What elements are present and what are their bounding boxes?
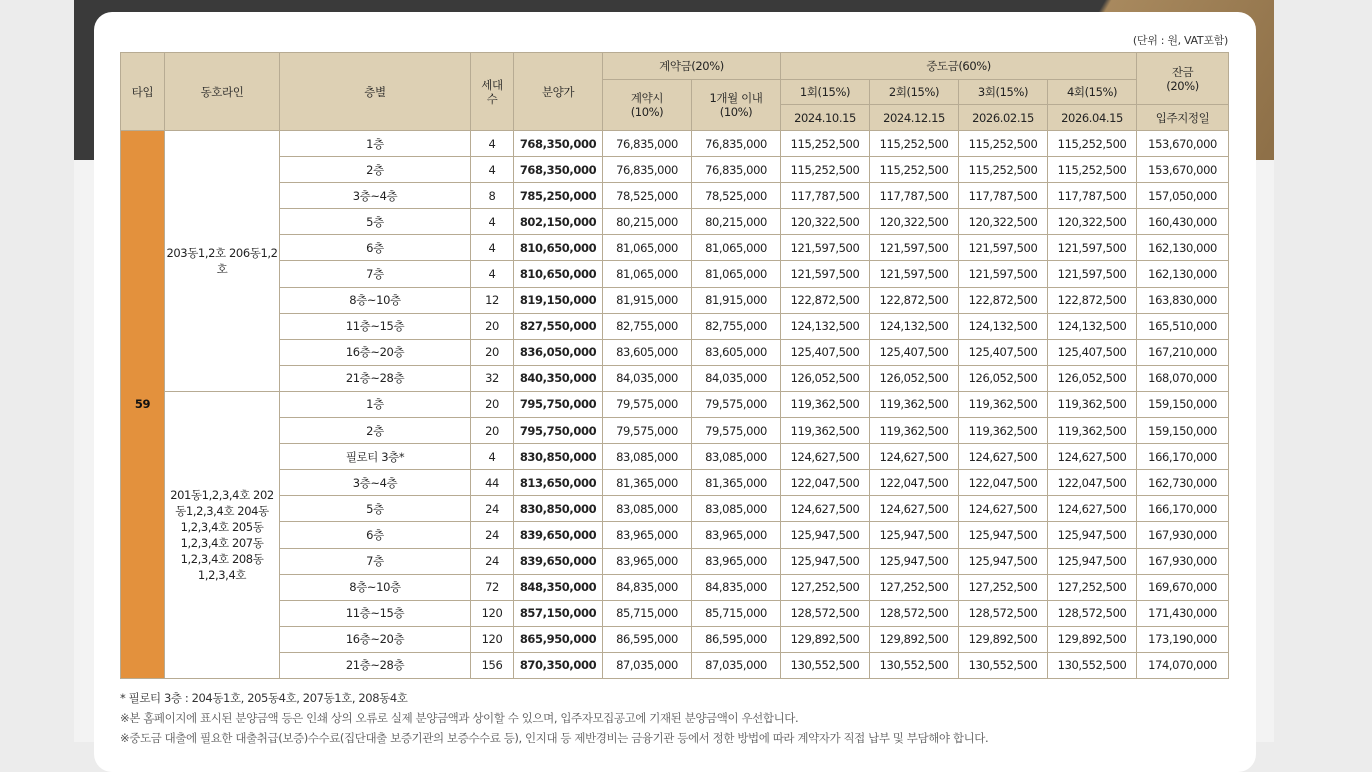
table-row [121,261,1229,287]
table-row [121,626,1229,652]
middle-4-cell: 124,627,500 [1048,444,1137,470]
middle-1-cell: 117,787,500 [781,183,870,209]
contract-sign-cell: 81,915,000 [603,287,692,313]
balance-cell: 167,210,000 [1137,339,1229,365]
price-cell: 810,650,000 [514,235,603,261]
middle-4-cell: 125,947,500 [1048,522,1137,548]
middle-4-cell: 124,132,500 [1048,313,1137,339]
contract-month-cell: 79,575,000 [692,391,781,417]
units-cell: 20 [471,391,514,417]
price-cell: 830,850,000 [514,496,603,522]
header-contract: 계약금(20%) [603,53,781,80]
price-cell: 857,150,000 [514,600,603,626]
contract-sign-cell: 81,065,000 [603,261,692,287]
middle-3-cell: 119,362,500 [959,418,1048,444]
table-row [121,496,1229,522]
table-row [121,365,1229,391]
middle-3-cell: 129,892,500 [959,626,1048,652]
floor-cell: 6층 [280,235,471,261]
floor-cell: 3층~4층 [280,183,471,209]
middle-2-cell: 122,872,500 [870,287,959,313]
header-line: 동호라인 [165,53,280,131]
disclaimer-note-2: ※중도금 대출에 필요한 대출취급(보증)수수료(집단대출 보증기관의 보증수수료 등), 인지대 등 제반경비는 금융기관 등에서 정한 방법에 따라 계약자가 직접 납부 및 부담해야 합니다. [120,731,989,745]
piloti-note: * 필로티 3층 : 204동1호, 205동4호, 207동1호, 208동4호 [120,691,408,705]
contract-month-cell: 80,215,000 [692,209,781,235]
line-cell-group-2: 201동1,2,3,4호 202동1,2,3,4호 204동1,2,3,4호 205동1,2,3,4호 207동1,2,3,4호 208동1,2,3,4호 [165,391,280,678]
table-row [121,183,1229,209]
contract-month-cell: 84,835,000 [692,574,781,600]
units-cell: 4 [471,157,514,183]
units-cell: 24 [471,548,514,574]
middle-3-cell: 115,252,500 [959,131,1048,157]
balance-cell: 165,510,000 [1137,313,1229,339]
middle-4-cell: 125,947,500 [1048,548,1137,574]
header-contract-month: 1개월 이내 (10%) [692,80,781,131]
contract-month-cell: 87,035,000 [692,652,781,678]
middle-1-cell: 115,252,500 [781,157,870,183]
floor-cell: 3층~4층 [280,470,471,496]
unit-note: (단위 : 원, VAT포함) [1132,34,1228,47]
contract-month-cell: 83,965,000 [692,522,781,548]
contract-sign-cell: 81,365,000 [603,470,692,496]
table-body [121,131,1229,679]
floor-cell: 6층 [280,522,471,548]
middle-2-cell: 125,407,500 [870,339,959,365]
contract-month-cell: 83,965,000 [692,548,781,574]
price-cell: 870,350,000 [514,652,603,678]
header-middle-4: 4회(15%) [1048,80,1137,105]
table-row [121,470,1229,496]
units-cell: 4 [471,131,514,157]
contract-sign-cell: 80,215,000 [603,209,692,235]
table-row [121,574,1229,600]
contract-month-cell: 83,085,000 [692,444,781,470]
balance-cell: 163,830,000 [1137,287,1229,313]
middle-1-cell: 125,407,500 [781,339,870,365]
middle-2-cell: 127,252,500 [870,574,959,600]
balance-cell: 167,930,000 [1137,522,1229,548]
middle-2-cell: 115,252,500 [870,131,959,157]
contract-sign-cell: 76,835,000 [603,157,692,183]
middle-2-cell: 122,047,500 [870,470,959,496]
contract-sign-cell: 85,715,000 [603,600,692,626]
middle-2-cell: 117,787,500 [870,183,959,209]
header-balance: 잔금 (20%) [1137,53,1229,105]
header-date-1: 2024.10.15 [781,105,870,131]
middle-3-cell: 120,322,500 [959,209,1048,235]
middle-3-cell: 125,407,500 [959,339,1048,365]
price-cell: 827,550,000 [514,313,603,339]
header-middle: 중도금(60%) [781,53,1137,80]
balance-cell: 159,150,000 [1137,418,1229,444]
header-middle-2: 2회(15%) [870,80,959,105]
middle-1-cell: 125,947,500 [781,548,870,574]
header-units: 세대 수 [471,53,514,131]
table-row [121,131,1229,157]
contract-month-cell: 83,085,000 [692,496,781,522]
units-cell: 4 [471,209,514,235]
contract-sign-cell: 84,835,000 [603,574,692,600]
units-cell: 120 [471,626,514,652]
middle-1-cell: 122,872,500 [781,287,870,313]
floor-cell: 5층 [280,496,471,522]
price-cell: 810,650,000 [514,261,603,287]
table-row [121,600,1229,626]
table-row [121,287,1229,313]
price-cell: 830,850,000 [514,444,603,470]
floor-cell: 7층 [280,548,471,574]
contract-sign-cell: 78,525,000 [603,183,692,209]
middle-3-cell: 122,047,500 [959,470,1048,496]
header-type: 타입 [121,53,165,131]
header-date-3: 2026.02.15 [959,105,1048,131]
table-row [121,339,1229,365]
middle-1-cell: 126,052,500 [781,365,870,391]
middle-4-cell: 121,597,500 [1048,235,1137,261]
middle-2-cell: 124,627,500 [870,496,959,522]
middle-2-cell: 119,362,500 [870,418,959,444]
price-cell: 840,350,000 [514,365,603,391]
contract-month-cell: 81,365,000 [692,470,781,496]
table-row [121,209,1229,235]
units-cell: 156 [471,652,514,678]
contract-month-cell: 81,065,000 [692,261,781,287]
units-cell: 44 [471,470,514,496]
middle-1-cell: 129,892,500 [781,626,870,652]
type-cell: 59 [121,131,165,679]
middle-4-cell: 115,252,500 [1048,131,1137,157]
floor-cell: 8층~10층 [280,287,471,313]
contract-sign-cell: 83,965,000 [603,522,692,548]
middle-4-cell: 127,252,500 [1048,574,1137,600]
contract-month-cell: 81,915,000 [692,287,781,313]
floor-cell: 16층~20층 [280,339,471,365]
contract-month-cell: 78,525,000 [692,183,781,209]
table-row [121,522,1229,548]
floor-cell: 16층~20층 [280,626,471,652]
balance-cell: 162,730,000 [1137,470,1229,496]
units-cell: 72 [471,574,514,600]
middle-4-cell: 120,322,500 [1048,209,1137,235]
middle-2-cell: 115,252,500 [870,157,959,183]
contract-sign-cell: 83,605,000 [603,339,692,365]
middle-4-cell: 117,787,500 [1048,183,1137,209]
middle-3-cell: 121,597,500 [959,261,1048,287]
sale-price-table [120,52,1229,679]
middle-3-cell: 121,597,500 [959,235,1048,261]
middle-4-cell: 121,597,500 [1048,261,1137,287]
middle-3-cell: 122,872,500 [959,287,1048,313]
floor-cell: 1층 [280,131,471,157]
middle-1-cell: 122,047,500 [781,470,870,496]
header-balance-date: 입주지정일 [1137,105,1229,131]
middle-2-cell: 128,572,500 [870,600,959,626]
balance-cell: 160,430,000 [1137,209,1229,235]
units-cell: 12 [471,287,514,313]
units-cell: 4 [471,261,514,287]
middle-2-cell: 119,362,500 [870,391,959,417]
contract-month-cell: 81,065,000 [692,235,781,261]
header-price: 분양가 [514,53,603,131]
middle-4-cell: 119,362,500 [1048,391,1137,417]
table-row [121,652,1229,678]
table-row [121,235,1229,261]
units-cell: 8 [471,183,514,209]
floor-cell: 2층 [280,418,471,444]
price-cell: 785,250,000 [514,183,603,209]
units-cell: 20 [471,339,514,365]
contract-month-cell: 85,715,000 [692,600,781,626]
contract-month-cell: 76,835,000 [692,131,781,157]
price-cell: 839,650,000 [514,522,603,548]
units-cell: 24 [471,522,514,548]
middle-4-cell: 119,362,500 [1048,418,1137,444]
middle-1-cell: 125,947,500 [781,522,870,548]
middle-2-cell: 130,552,500 [870,652,959,678]
middle-1-cell: 124,627,500 [781,496,870,522]
balance-cell: 169,670,000 [1137,574,1229,600]
middle-2-cell: 121,597,500 [870,235,959,261]
balance-cell: 153,670,000 [1137,157,1229,183]
price-cell: 802,150,000 [514,209,603,235]
middle-4-cell: 125,407,500 [1048,339,1137,365]
price-cell: 813,650,000 [514,470,603,496]
price-cell: 768,350,000 [514,157,603,183]
middle-1-cell: 130,552,500 [781,652,870,678]
units-cell: 4 [471,444,514,470]
balance-cell: 166,170,000 [1137,496,1229,522]
middle-1-cell: 120,322,500 [781,209,870,235]
middle-3-cell: 130,552,500 [959,652,1048,678]
header-date-2: 2024.12.15 [870,105,959,131]
contract-sign-cell: 87,035,000 [603,652,692,678]
floor-cell: 7층 [280,261,471,287]
contract-sign-cell: 79,575,000 [603,391,692,417]
header-floor: 층별 [280,53,471,131]
floor-cell: 필로티 3층* [280,444,471,470]
floor-cell: 2층 [280,157,471,183]
middle-3-cell: 124,627,500 [959,444,1048,470]
table-row [121,313,1229,339]
balance-cell: 174,070,000 [1137,652,1229,678]
middle-2-cell: 125,947,500 [870,522,959,548]
middle-4-cell: 128,572,500 [1048,600,1137,626]
price-cell: 795,750,000 [514,391,603,417]
floor-cell: 1층 [280,391,471,417]
balance-cell: 153,670,000 [1137,131,1229,157]
price-cell: 819,150,000 [514,287,603,313]
middle-4-cell: 130,552,500 [1048,652,1137,678]
middle-1-cell: 127,252,500 [781,574,870,600]
contract-sign-cell: 83,965,000 [603,548,692,574]
table-row [121,418,1229,444]
units-cell: 20 [471,313,514,339]
balance-cell: 173,190,000 [1137,626,1229,652]
price-cell: 768,350,000 [514,131,603,157]
middle-4-cell: 122,047,500 [1048,470,1137,496]
notes [120,688,988,748]
middle-4-cell: 129,892,500 [1048,626,1137,652]
units-cell: 32 [471,365,514,391]
middle-4-cell: 126,052,500 [1048,365,1137,391]
middle-3-cell: 125,947,500 [959,522,1048,548]
table-row [121,157,1229,183]
middle-1-cell: 124,627,500 [781,444,870,470]
header-contract-sign: 계약시 (10%) [603,80,692,131]
middle-1-cell: 121,597,500 [781,235,870,261]
price-cell: 836,050,000 [514,339,603,365]
middle-3-cell: 127,252,500 [959,574,1048,600]
floor-cell: 5층 [280,209,471,235]
middle-2-cell: 125,947,500 [870,548,959,574]
middle-4-cell: 122,872,500 [1048,287,1137,313]
floor-cell: 11층~15층 [280,600,471,626]
middle-1-cell: 121,597,500 [781,261,870,287]
middle-3-cell: 124,132,500 [959,313,1048,339]
middle-4-cell: 115,252,500 [1048,157,1137,183]
header-middle-3: 3회(15%) [959,80,1048,105]
middle-2-cell: 124,627,500 [870,444,959,470]
disclaimer-note-1: ※본 홈페이지에 표시된 분양금액 등은 인쇄 상의 오류로 실제 분양금액과 상이할 수 있으며, 입주자모집공고에 기재된 분양금액이 우선합니다. [120,711,799,725]
middle-2-cell: 121,597,500 [870,261,959,287]
contract-month-cell: 84,035,000 [692,365,781,391]
middle-3-cell: 115,252,500 [959,157,1048,183]
balance-cell: 157,050,000 [1137,183,1229,209]
header-date-4: 2026.04.15 [1048,105,1137,131]
balance-cell: 171,430,000 [1137,600,1229,626]
units-cell: 120 [471,600,514,626]
price-cell: 839,650,000 [514,548,603,574]
middle-4-cell: 124,627,500 [1048,496,1137,522]
floor-cell: 8층~10층 [280,574,471,600]
contract-month-cell: 79,575,000 [692,418,781,444]
middle-2-cell: 126,052,500 [870,365,959,391]
balance-cell: 167,930,000 [1137,548,1229,574]
price-cell: 848,350,000 [514,574,603,600]
contract-sign-cell: 82,755,000 [603,313,692,339]
units-cell: 4 [471,235,514,261]
middle-2-cell: 129,892,500 [870,626,959,652]
middle-3-cell: 126,052,500 [959,365,1048,391]
balance-cell: 159,150,000 [1137,391,1229,417]
contract-sign-cell: 84,035,000 [603,365,692,391]
contract-month-cell: 83,605,000 [692,339,781,365]
units-cell: 20 [471,418,514,444]
contract-sign-cell: 83,085,000 [603,444,692,470]
price-table-card [94,12,1256,772]
contract-month-cell: 76,835,000 [692,157,781,183]
floor-cell: 21층~28층 [280,365,471,391]
balance-cell: 166,170,000 [1137,444,1229,470]
contract-month-cell: 82,755,000 [692,313,781,339]
table-row [121,444,1229,470]
middle-3-cell: 128,572,500 [959,600,1048,626]
contract-sign-cell: 76,835,000 [603,131,692,157]
balance-cell: 162,130,000 [1137,261,1229,287]
middle-3-cell: 125,947,500 [959,548,1048,574]
price-cell: 795,750,000 [514,418,603,444]
middle-1-cell: 128,572,500 [781,600,870,626]
middle-2-cell: 124,132,500 [870,313,959,339]
contract-sign-cell: 83,085,000 [603,496,692,522]
middle-1-cell: 119,362,500 [781,418,870,444]
middle-1-cell: 124,132,500 [781,313,870,339]
contract-month-cell: 86,595,000 [692,626,781,652]
middle-3-cell: 119,362,500 [959,391,1048,417]
line-cell-group-1: 203동1,2호 206동1,2호 [165,131,280,392]
table-row [121,548,1229,574]
contract-sign-cell: 81,065,000 [603,235,692,261]
balance-cell: 162,130,000 [1137,235,1229,261]
balance-cell: 168,070,000 [1137,365,1229,391]
middle-3-cell: 124,627,500 [959,496,1048,522]
floor-cell: 11층~15층 [280,313,471,339]
contract-sign-cell: 86,595,000 [603,626,692,652]
units-cell: 24 [471,496,514,522]
floor-cell: 21층~28층 [280,652,471,678]
middle-1-cell: 119,362,500 [781,391,870,417]
middle-1-cell: 115,252,500 [781,131,870,157]
header-middle-1: 1회(15%) [781,80,870,105]
price-cell: 865,950,000 [514,626,603,652]
middle-2-cell: 120,322,500 [870,209,959,235]
middle-3-cell: 117,787,500 [959,183,1048,209]
contract-sign-cell: 79,575,000 [603,418,692,444]
table-row [121,391,1229,417]
